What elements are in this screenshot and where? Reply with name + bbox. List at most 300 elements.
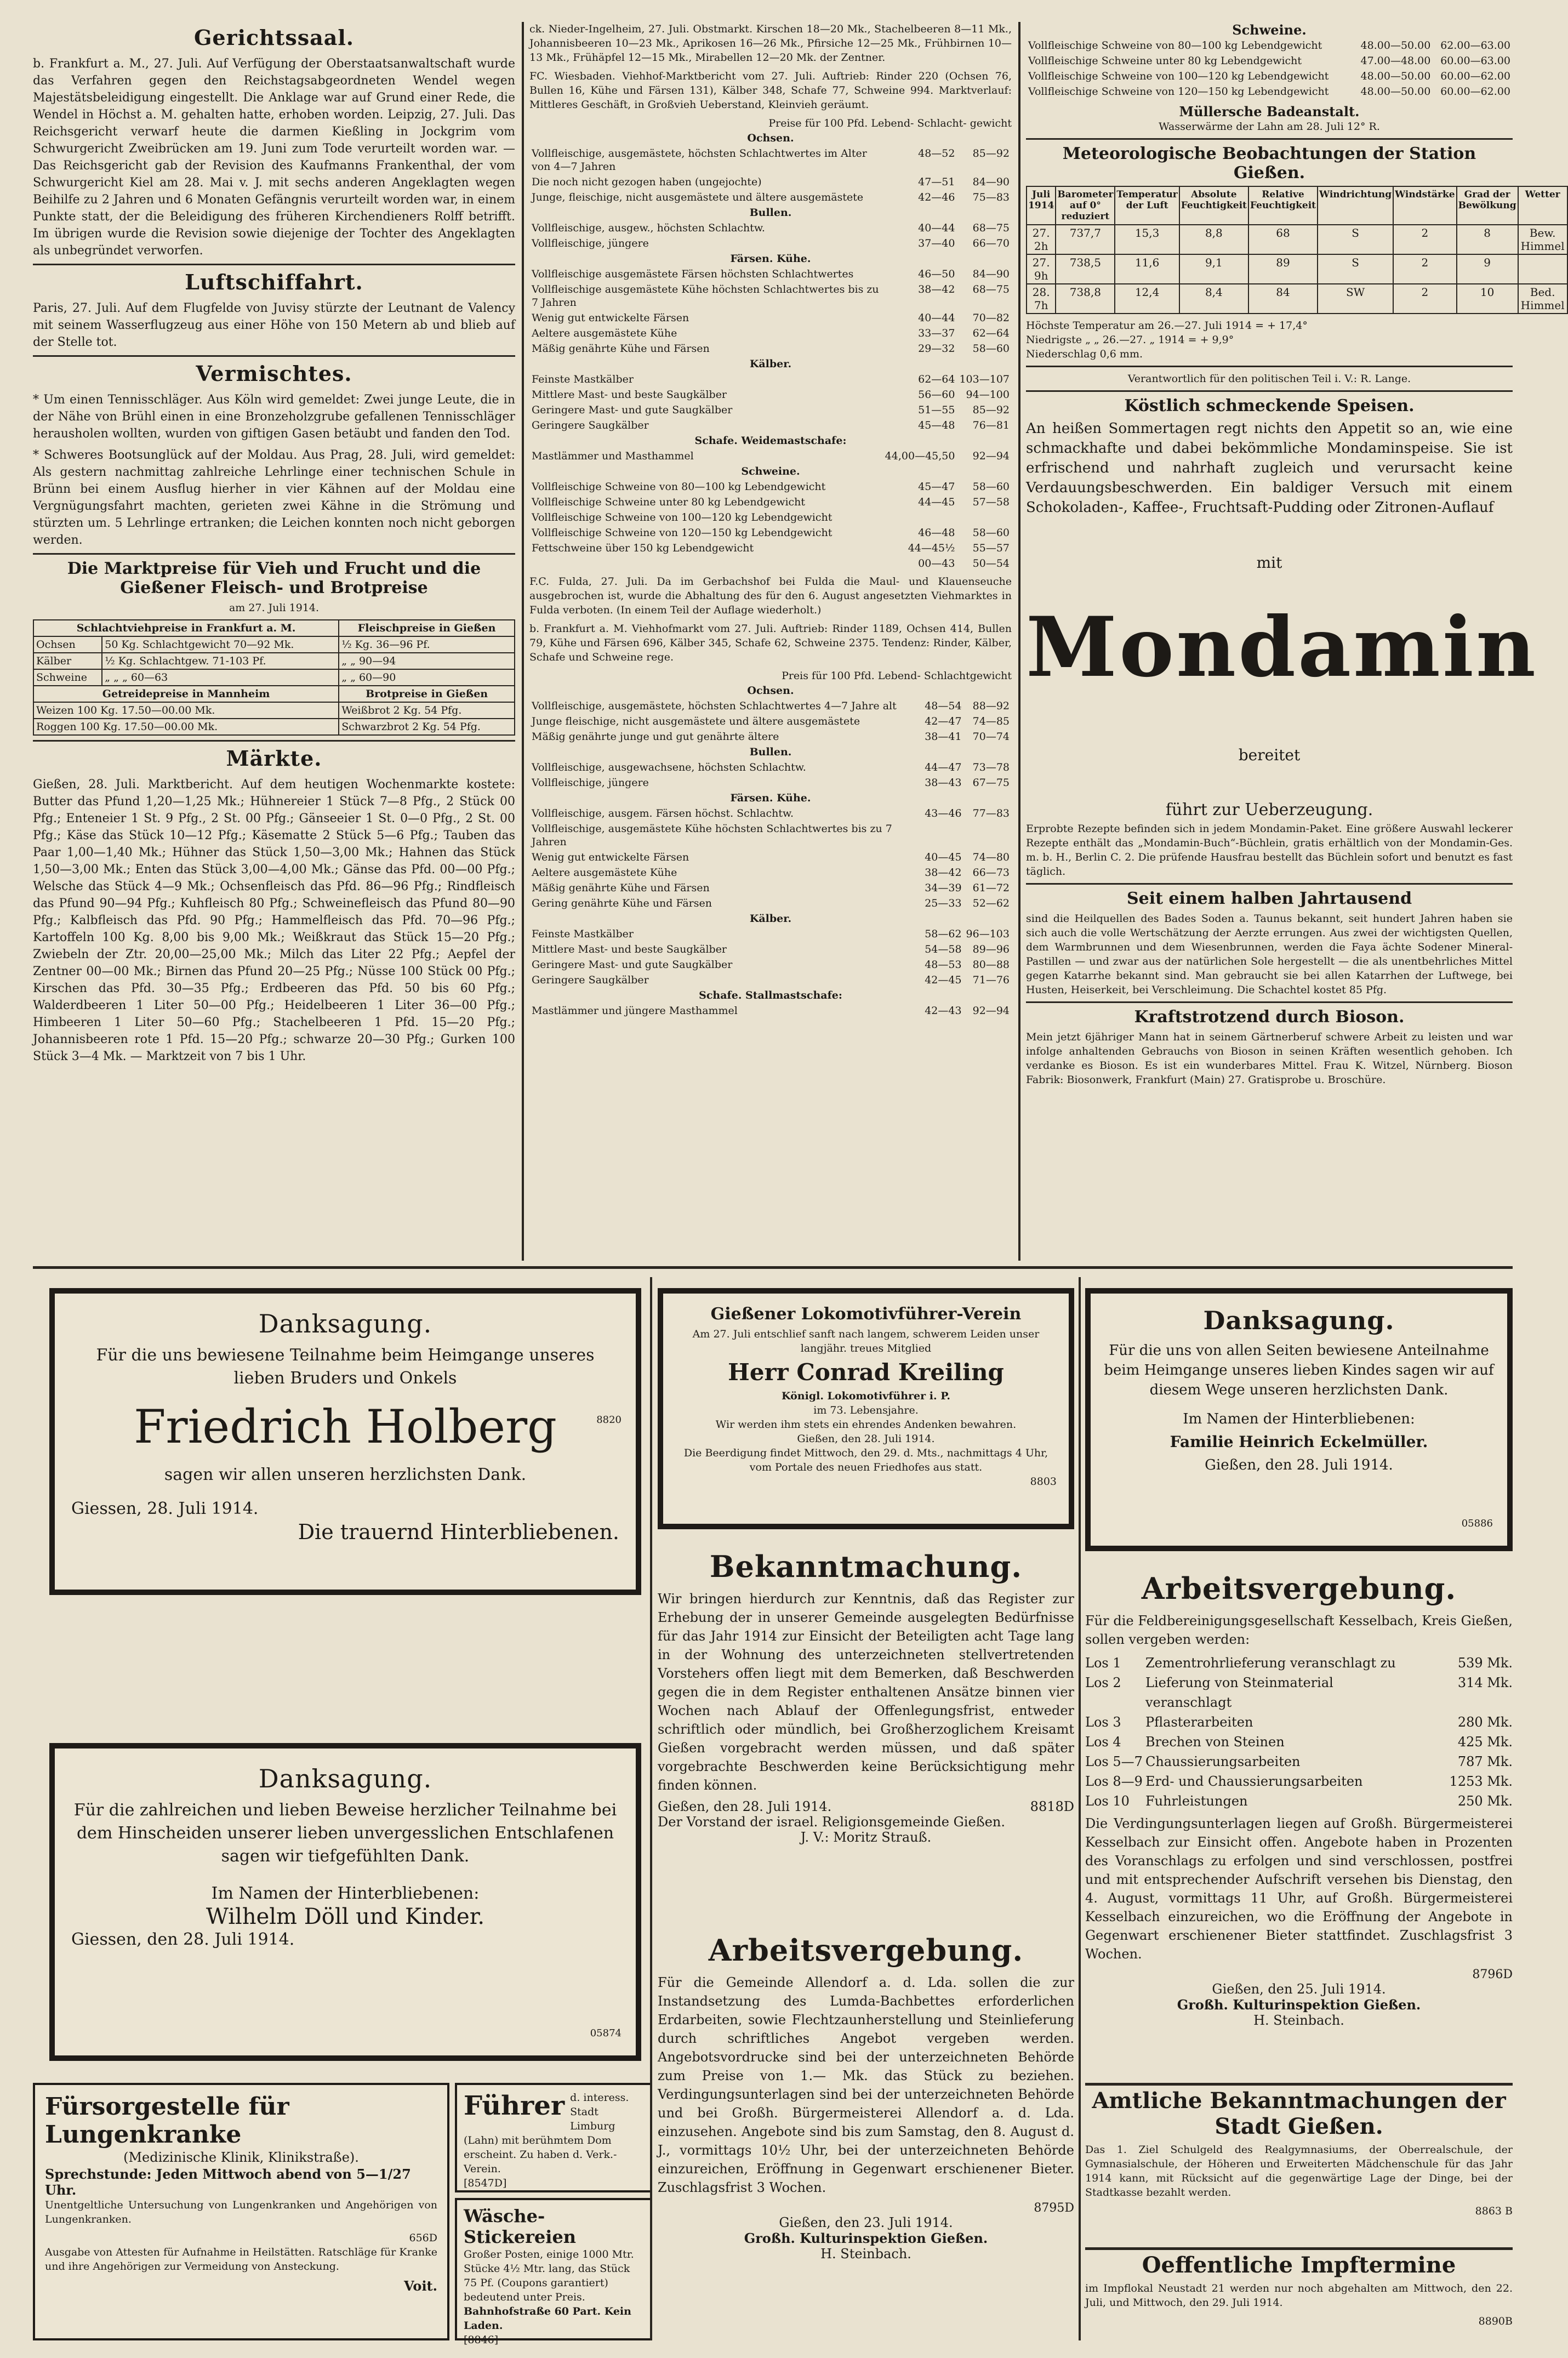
weather-note: Höchste Temperatur am 26.—27. Juli 1914 = + 17,4° — [1026, 320, 1308, 332]
bioson-text: Mein jetzt 6jähriger Mann hat in seinem Gärtnerberuf schwere Arbeit zu leisten und war infolge anhaltenden Gebrauchs von Bioson in seinen Kräften wesentlich gehoben. Ich verdanke es Bioson. Es ist ein wunderbares Mittel. Frau K. Witzel, Nürnberg. Bioson Fabrik: Biosonwerk, Frankfurt (Main) 27. Gratisprobe u. Broschüre. — [1026, 1031, 1513, 1086]
lot-value: 250 Mk. — [1457, 1793, 1513, 1809]
table-row — [529, 220, 1012, 236]
table-cell: 76—81 — [972, 419, 1010, 431]
ad-sign-name: H. Steinbach. — [1253, 2013, 1344, 2028]
table-cell: 85—92 — [972, 147, 1010, 160]
misc-text-1: * Um einen Tennisschläger. Aus Köln wird gemeldet: Zwei junge Leute, die in der Nähe von Brühl einen in eine Bronzeholzgrube gefallenen Tennisschläger herausholen wollten, wurden von giftigen Gasen betäubt und fanden den Tod. — [33, 393, 515, 441]
table-row — [529, 525, 1012, 540]
lot-value: 787 Mk. — [1457, 1754, 1513, 1769]
mondamin-logo-line — [1026, 522, 1538, 799]
table-cell: Vollfleischige, ausgewachsene, höchsten Schlachtw. — [532, 761, 806, 773]
ad-text: Für die Gemeinde Allendorf a. d. Lda. sollen die zur Instandsetzung des Lumda-Bachbettes erforderlichen Erdarbeiten, sowie Flechtzaunherstellung und Steinlieferung durch schriftliches Angebot vergeben werden. Angebotsvordrucke sind bei der unterzeichneten Behörde zum Preise von 1.— Mk. das Stück zu beziehen. Verdingungsunterlagen sind bei der unterzeichneten Behörde und bei Großh. Bürgermeisterei Allendorf a. d. Lda. einzusehen. Angebote sind bis zum Samstag, den 8. August d. J., vormittags 10½ Uhr, bei der unterzeichneten Behörde einzureichen, Eröffnung in Gegenwart erschienener Bieter. Zuschlagsfrist 3 Wochen. — [658, 1975, 1074, 2195]
column-rule — [650, 1277, 652, 2340]
column-rule — [522, 22, 524, 1261]
table-cell: Gering genährte Kühe und Färsen — [532, 897, 712, 909]
table-cell: 42—46 — [918, 191, 955, 203]
ad-eckelmueller — [1085, 1288, 1513, 1551]
newspaper-page — [33, 22, 1565, 2346]
table-row — [33, 669, 515, 686]
mondamin-sub: führt zur Ueberzeugung. — [1165, 800, 1373, 819]
table-row — [529, 556, 1012, 571]
lot-number: Los 5—7 — [1085, 1754, 1143, 1769]
table-cell: 738,5 — [1056, 254, 1115, 284]
grain-head-left: Getreidepreise in Mannheim — [33, 686, 339, 702]
table-cell: Vollfleischige, ausgemästete, höchsten Schlachtwertes 4—7 Jahre alt — [532, 700, 897, 712]
ad-name: Friedrich Holberg — [134, 1400, 557, 1454]
table-cell: 70—74 — [972, 731, 1010, 743]
table-cell: Vollfleischige, ausgemästete, höchsten Schlachtwertes im Alter von 4—7 Jahren — [532, 147, 867, 173]
table-cell: Bed. Himmel — [1518, 284, 1567, 314]
mondamin-text: An heißen Sommertagen regt nichts den Appetit so an, wie eine schmackhafte und dabei bekömmliche Mondaminspeise. Sie ist erfrischend und nahrhaft zugleich und verursacht keine Verdauungsbeschwerden. Ein baldiger Versuch mit einem Schokoladen-, Kaffee-, Fruchtsaft-Pudding oder Zitronen-Auflauf — [1026, 420, 1513, 516]
table-cell: 8,8 — [1179, 225, 1248, 254]
wiesbaden-table — [529, 130, 1012, 571]
mondamin-title: Köstlich schmeckende Speisen. — [1124, 396, 1415, 415]
bath-text: Wasserwärme der Lahn am 28. Juli 12° R. — [1159, 121, 1380, 133]
table-cell: 56—60 — [918, 389, 955, 401]
ad-title: Arbeitsvergebung. — [1141, 1571, 1457, 1606]
table-row — [33, 719, 515, 735]
table-row — [529, 760, 1012, 775]
ad-funeral: Die Beerdigung findet Mittwoch, den 29. d. Mts., nachmittags 4 Uhr, vom Portale des neuen Friedhofes aus statt. — [683, 1447, 1048, 1473]
table-cell: 37—40 — [918, 237, 955, 249]
table-cell: 15,3 — [1115, 225, 1179, 254]
table-cell: 38—41 — [925, 731, 962, 743]
table-cell: 48—54 — [925, 700, 962, 712]
ad-text: Großer Posten, einige 1000 Mtr. Stücke 4½ Mtr. lang, das Stück 75 Pf. (Coupons garantiert) bedeutend unter Preis. — [464, 2248, 634, 2303]
table-cell: 60.00—63.00 — [1440, 55, 1510, 67]
table-cell: 92—94 — [972, 450, 1010, 462]
table-cell: Vollfleischige, ausgem. Färsen höchst. Schlachtw. — [532, 807, 794, 819]
lot-description: Chaussierungsarbeiten — [1145, 1754, 1301, 1769]
ad-hours: Sprechstunde: Jeden Mittwoch abend von 5—1/27 Uhr. — [45, 2166, 411, 2198]
category-label: Kälber. — [749, 358, 792, 370]
table-cell: 92—94 — [972, 1005, 1010, 1017]
ad-sign: Der Vorstand der israel. Religionsgemeinde Gießen. — [658, 1814, 1006, 1830]
table-cell: Aeltere ausgemästete Kühe — [532, 327, 677, 339]
ad-sign-name: J. V.: Moritz Strauß. — [800, 1830, 932, 1845]
divider — [33, 355, 515, 357]
table-row — [529, 698, 1012, 714]
table-cell: 84—90 — [972, 176, 1010, 188]
table-cell: Junge, fleischige, nicht ausgemästete und ältere ausgemästete — [532, 191, 864, 203]
table-cell: 00—43 — [918, 557, 955, 569]
court-title: Gerichtssaal. — [193, 25, 355, 50]
lot-value: 1253 Mk. — [1449, 1774, 1513, 1789]
ad-lungenkranke — [33, 2083, 449, 2340]
lot-value: 280 Mk. — [1457, 1715, 1513, 1730]
table-cell: 33—37 — [918, 327, 955, 339]
ad-title: Danksagung. — [258, 1309, 432, 1339]
divider — [33, 553, 515, 555]
table-row — [1027, 284, 1567, 314]
table-row — [529, 494, 1012, 510]
table-header: Relative Feuchtigkeit — [1248, 186, 1318, 225]
court-text: b. Frankfurt a. M., 27. Juli. Auf Verfügung der Oberstaatsanwaltschaft wurde das Verfahren gegen den Reichstagsabgeordneten Wendel wegen Majestätsbeleidigung eingestellt. Die Anklage war auf Grund einer Rede, die Wendel in Höchst a. M. gehalten hatte, erhoben worden. Leipzig, 27. Juli. Das Reichsgericht verwarf heute die darmen Kießling in Jockgrim vom Schwurgericht Zweibrücken am 19. Juni zum Tode verurteilt worden war. — Das Reichsgericht gab der Revision des Kaufmanns Frankenthal, der vom Schwurgericht Kiel am 28. Mai v. J. mit sechs anderen Angeklagten wegen Beihilfe zu 2 Jahren und 6 Monaten Gefängnis verurteilt worden war, in einem Punkte statt, der die Beleidigung des früheren Kirchendieners Rolff betrifft. Im übrigen wurde die Revision sowie diejenige der Tochter des Angeklagten als unbegründet verworfen. — [33, 57, 515, 258]
ad-text: Wir bringen hierdurch zur Kenntnis, daß das Register zur Erhebung der in unserer Gemeinde ausgelegten Bedürfnisse für das Jahr 1914 zur Einsicht der Beteiligten acht Tage lang in der Wohnung des unterzeichneten stellvertretenden Vorstehers offen liegt mit dem Bemerken, daß Beschwerden gegen die in dem Register enthaltenen Ansätze binnen vier Wochen nach Ablauf der Offenlegungsfrist, entweder schriftlich oder mündlich, bei Großherzoglichem Kreisamt Gießen vorgebracht werden müssen, und daß später vorgebrachte Beschwerden keine Berücksichtigung mehr finden können. — [658, 1591, 1074, 1793]
table-cell: Aeltere ausgemästete Kühe — [532, 867, 677, 879]
table-cell: Feinste Mastkälber — [532, 373, 634, 385]
table-cell: Vollfleischige Schweine von 100—120 kg Lebendgewicht — [1028, 70, 1329, 82]
table-cell: SW — [1318, 284, 1393, 314]
table-cell: 80—88 — [972, 959, 1010, 971]
ad-place: Gießen, den 25. Juli 1914. — [1212, 1981, 1386, 1997]
table-row — [529, 880, 1012, 896]
table-cell: Mittlere Mast- und beste Saugkälber — [532, 389, 727, 401]
ad-title: Fürsorgestelle für Lungenkranke — [45, 2093, 289, 2149]
table-cell: 45—48 — [918, 419, 955, 431]
table-cell: 2 — [1393, 225, 1457, 254]
table-cell: Bew. Himmel — [1518, 225, 1567, 254]
table-cell: 9 — [1457, 254, 1518, 284]
table-cell: 48—52 — [918, 147, 955, 160]
divider — [1026, 366, 1513, 367]
table-cell: „ „ 60—90 — [339, 669, 515, 686]
column-1 — [33, 22, 515, 1261]
ad-text: Für die Feldbereinigungsgesellschaft Kesselbach, Kreis Gießen, sollen vergeben werden: — [1085, 1613, 1513, 1647]
table-cell: 34—39 — [925, 882, 962, 894]
table-cell: Roggen 100 Kg. 17.50—00.00 Mk. — [33, 719, 339, 735]
table-cell: 88—92 — [972, 700, 1010, 712]
ad-title: Führer — [464, 2091, 565, 2121]
category-label: Schweine. — [741, 465, 800, 477]
lot-number: Los 3 — [1085, 1715, 1121, 1730]
table-row — [529, 714, 1012, 729]
table-cell: Geringere Mast- und gute Saugkälber — [532, 404, 733, 416]
lot-description: Lieferung von Steinmaterial veranschlagt — [1145, 1675, 1333, 1710]
ad-sign-name: Familie Heinrich Eckelmüller. — [1170, 1433, 1428, 1451]
ad-text: Am 27. Juli entschlief sanft nach langem, schwerem Leiden unser langjähr. treues Mitglied — [692, 1328, 1040, 1354]
table-cell: 12,4 — [1115, 284, 1179, 314]
table-row — [529, 310, 1012, 326]
table-row — [529, 926, 1012, 942]
lot-row — [1085, 1772, 1513, 1791]
ad-text: im Impflokal Neustadt 21 werden nur noch abgehalten am Mittwoch, den 22. Juli, und Mittwoch, den 29. Juli 1914. — [1085, 2282, 1513, 2309]
lot-row — [1085, 1791, 1513, 1811]
misc-text-2: * Schweres Bootsunglück auf der Moldau. Aus Prag, 28. Juli, wird gemeldet: Als gestern nachmittag zahlreiche Lehrlinge einer technischen Schule in Brünn bei einem Ausflug hierher in vier Kähnen auf der Moldau eine Vergnügungsfahrt machten, gerieten zwei Kähne in die Strömung und stürzten um. 5 Lehrlinge ertranken; die Leichen konnten noch nicht geborgen werden. — [33, 448, 515, 547]
ad-place: Gießen, den 28. Juli 1914. — [797, 1433, 935, 1445]
table-cell: 60.00—62.00 — [1440, 70, 1510, 82]
table-row — [529, 821, 1012, 850]
table-cell: 89—96 — [972, 943, 1010, 955]
table-row — [529, 972, 1012, 988]
ad-fuehrer — [455, 2083, 652, 2192]
table-cell: 42—45 — [925, 974, 962, 986]
table-header: Temperatur der Luft — [1115, 186, 1179, 225]
table-cell: 44,00—45,50 — [885, 450, 955, 462]
table-row — [1027, 254, 1567, 284]
table-cell: 738,8 — [1056, 284, 1115, 314]
weather-note: Niederschlag 0,6 mm. — [1026, 348, 1143, 360]
table-cell — [957, 510, 1012, 525]
ad-code: 8890B — [1478, 2315, 1513, 2327]
table-cell: 8,4 — [1179, 284, 1248, 314]
ad-arbeit-kesselbach — [1085, 1568, 1513, 2072]
prices-table — [33, 619, 515, 736]
table-row — [529, 850, 1012, 865]
table-row — [529, 510, 1012, 525]
table-cell: 73—78 — [972, 761, 1010, 773]
table-cell: 47—51 — [918, 176, 955, 188]
lot-number: Los 8—9 — [1085, 1774, 1143, 1789]
category-label: Ochsen. — [747, 132, 794, 144]
column-2 — [529, 22, 1012, 1261]
lot-value: 425 Mk. — [1457, 1734, 1513, 1750]
ad-place: Giessen, den 28. Juli 1914. — [71, 1930, 295, 1949]
ad-text: Für die uns bewiesene Teilnahme beim Heimgange unseres lieben Bruders und Onkels — [96, 1346, 595, 1388]
table-cell: 27. 9h — [1027, 254, 1056, 284]
table-cell: Mäßig genährte Kühe und Färsen — [532, 343, 710, 355]
soden-title: Seit einem halben Jahrtausend — [1126, 889, 1412, 908]
soden-text: sind die Heilquellen des Bades Soden a. Taunus bekannt, seit hundert Jahren haben sie sich auch die volle Wertschätzung der Aerzte errungen. Aus zwei der wichtigsten Quellen, dem Warmbrunnen und dem Wiesenbrunnen, werden die Faya ächte Sodener Mineral-Pastillen — und zwar aus der natürlichen Sole hergestellt — die als unentbehrliches Mittel gegen Katarrhe bekannt sind. Man gebraucht sie bei allen Katarrhen der Luftwege, bei Husten, Heiserkeit, bei Verschleimung. Die Schachtel kostet 85 Pfg. — [1026, 913, 1513, 996]
table-cell: 10 — [1457, 284, 1518, 314]
lot-number: Los 4 — [1085, 1734, 1121, 1750]
table-row — [1026, 69, 1513, 84]
table-cell: ½ Kg. Schlachtgew. 71-103 Pf. — [102, 653, 339, 669]
table-header: Windrichtung — [1318, 186, 1393, 225]
ad-sign: Im Namen der Hinterbliebenen: — [1183, 1411, 1415, 1427]
table-cell: 9,1 — [1179, 254, 1248, 284]
mondamin-post: bereitet — [1238, 746, 1301, 764]
table-row — [529, 957, 1012, 972]
table-cell: Weizen 100 Kg. 17.50—00.00 Mk. — [33, 702, 339, 719]
table-row — [1026, 53, 1513, 69]
category-label: Bullen. — [749, 746, 792, 758]
ad-place: Giessen, 28. Juli 1914. — [71, 1499, 259, 1518]
table-row — [529, 387, 1012, 402]
table-cell: Vollfleischige Schweine von 80—100 kg Lebendgewicht — [532, 481, 826, 493]
ad-lokomotiv — [658, 1288, 1074, 1529]
table-cell: 68—75 — [972, 222, 1010, 234]
ad-text: Für die zahlreichen und lieben Beweise herzlicher Teilnahme bei dem Hinscheiden unserer lieben unvergesslichen Entschlafenen sagen wir tiefgefühlten Dank. — [73, 1801, 617, 1866]
table-header: Windstärke — [1393, 186, 1457, 225]
ad-sign-name: H. Steinbach. — [820, 2246, 911, 2262]
lot-description: Zementrohrlieferung veranschlagt zu — [1145, 1655, 1396, 1671]
ad-code: 8796D — [1472, 1968, 1513, 1981]
table-cell: 45—47 — [918, 481, 955, 493]
divider — [1026, 138, 1513, 140]
ad-sign: Die trauernd Hinterbliebenen. — [298, 1520, 619, 1544]
table-row — [529, 326, 1012, 341]
table-row — [529, 540, 1012, 556]
frankfurt-table-head: Preis für 100 Pfd. Lebend- Schlachtgewicht — [782, 670, 1012, 682]
table-cell: Die noch nicht gezogen haben (ungejochte) — [532, 176, 762, 188]
table-cell: 47.00—48.00 — [1360, 55, 1431, 67]
table-row — [529, 729, 1012, 744]
table-row — [529, 341, 1012, 356]
ad-waesche — [455, 2198, 652, 2346]
table-row — [33, 636, 515, 653]
weather-note: Niedrigste „ „ 26.—27. „ 1914 = + 9,9° — [1026, 334, 1234, 346]
air-title: Luftschiffahrt. — [185, 270, 363, 294]
table-cell: Vollfleischige, jüngere — [532, 777, 649, 789]
table-cell: „ „ „ 60—63 — [102, 669, 339, 686]
table-cell: Geringere Saugkälber — [532, 419, 649, 431]
table-cell: 58—60 — [972, 481, 1010, 493]
category-label: Färsen. Kühe. — [730, 253, 811, 265]
table-cell: Vollfleischige, ausgemästete Kühe höchsten Schlachtwertes bis zu 7 Jahren — [532, 823, 892, 848]
ad-title: Wäsche-Stickereien — [464, 2206, 577, 2247]
ad-arbeit-allendorf — [658, 1929, 1074, 2340]
ad-text: Die Verdingungsunterlagen liegen auf Großh. Bürgermeisterei Kesselbach zur Einsicht offen. Angebote haben in Prozenten des Voranschlags zu erfolgen und sind verschlossen, postfrei und mit entsprechender Aufschrift versehen bis Dienstag, den 4. August, vormittags 11 Uhr, auf Großh. Bürgermeisterei Kesselbach einzureichen, wo die Eröffnung der Angebote in Gegenwart erschienener Bieter stattfindet. Zuschlagsfrist 3 Wochen. — [1085, 1816, 1513, 1962]
lot-description: Brechen von Steinen — [1145, 1734, 1285, 1750]
table-cell — [529, 556, 883, 571]
table-row — [529, 806, 1012, 821]
table-cell: 60.00—62.00 — [1440, 86, 1510, 98]
misc-title: Vermischtes. — [196, 361, 352, 386]
category-label: Bullen. — [749, 207, 792, 219]
table-cell: Ochsen — [33, 636, 102, 653]
ad-bekanntmachung — [658, 1546, 1074, 1918]
table-cell: 2 — [1393, 254, 1457, 284]
table-cell: 96—103 — [966, 928, 1010, 940]
divider — [33, 740, 515, 742]
lot-value: 314 Mk. — [1457, 1675, 1513, 1690]
table-header: Grad der Bewölkung — [1457, 186, 1518, 225]
table-cell: Vollfleischige ausgemästete Färsen höchsten Schlachtwertes — [532, 268, 854, 280]
mondamin-pre: mit — [1256, 554, 1282, 572]
table-row — [529, 1003, 1012, 1018]
ad-text: d. interess. Stadt Limburg (Lahn) mit berühmtem Dom erscheint. Zu haben d. Verk.-Verein. — [464, 2092, 629, 2175]
table-header: Barometer auf 0° reduziert — [1056, 186, 1115, 225]
table-row — [33, 653, 515, 669]
ad-sign: Voit. — [404, 2278, 437, 2294]
ad-holberg — [49, 1288, 641, 1595]
table-cell: Mittlere Mast- und beste Saugkälber — [532, 943, 727, 955]
section-rule — [33, 1266, 1513, 1269]
ad-title: Danksagung. — [1203, 1306, 1395, 1335]
table-row — [529, 865, 1012, 880]
ad-code: [8547D] — [464, 2177, 507, 2189]
nieder-text: ck. Nieder-Ingelheim, 27. Juli. Obstmarkt. Kirschen 18—20 Mk., Stachelbeeren 8—11 Mk., Johannisbeeren 10—23 Mk., Aprikosen 16—26 Mk., Pfirsiche 12—25 Mk., Frühbirnen 10—13 Mk., Frühäpfel 12—15 Mk., Mirabellen 12—20 Mk. der Zentner. — [529, 23, 1012, 64]
prices-title: Die Marktpreise für Vieh und Frucht und die Gießener Fleisch- und Brotpreise — [67, 559, 481, 597]
table-cell: 75—83 — [972, 191, 1010, 203]
table-row — [529, 190, 1012, 205]
category-label: Ochsen. — [747, 685, 794, 697]
table-row — [1027, 225, 1567, 254]
weather-table — [1026, 186, 1568, 314]
table-cell: 8 — [1457, 225, 1518, 254]
table-cell: 29—32 — [918, 343, 955, 355]
frankfurt-text: b. Frankfurt a. M. Viehhofmarkt vom 27. Juli. Auftrieb: Rinder 1189, Ochsen 414, Bullen 79, Kühe und Färsen 696, Kälber 345, Schafe 62, Schweine 2375. Tendenz: Rinder, Kälber, Schafe und Schweine rege. — [529, 623, 1012, 663]
column-3 — [1026, 22, 1565, 1261]
ad-memory: Wir werden ihm stets ein ehrendes Andenken bewahren. — [715, 1419, 1017, 1431]
frankfurt-table — [529, 683, 1012, 1018]
table-cell: 74—80 — [972, 851, 1010, 863]
table-cell: 84 — [1248, 284, 1318, 314]
table-cell: Vollfleischige, jüngere — [532, 237, 649, 249]
table-row — [529, 479, 1012, 494]
fulda-text: F.C. Fulda, 27. Juli. Da im Gerbachshof bei Fulda die Maul- und Klauenseuche ausgebrochen ist, wurde die Abhaltung des für den 6. August angesetzten Viehmarktes in Fulda verboten. (In einem Teil der Auflage wiederholt.) — [529, 576, 1012, 616]
ad-amtlich — [1085, 2083, 1513, 2245]
pigs-title: Schweine. — [1232, 22, 1307, 38]
table-cell: 40—45 — [925, 851, 962, 863]
ad-code: 8795D — [1034, 2201, 1074, 2215]
divider — [1026, 390, 1513, 392]
table-row — [529, 174, 1012, 190]
table-row — [529, 896, 1012, 911]
markets-title: Märkte. — [226, 746, 322, 771]
ad-title: Danksagung. — [258, 1764, 432, 1793]
category-label: Kälber. — [749, 913, 792, 925]
table-cell: Vollfleischige Schweine von 120—150 kg Lebendgewicht — [1028, 86, 1329, 98]
table-cell — [964, 821, 1012, 850]
ad-sign-name: Wilhelm Döll und Kinder. — [206, 1904, 485, 1929]
table-cell: Schwarzbrot 2 Kg. 54 Pfg. — [339, 719, 515, 735]
pigs-table — [1026, 38, 1513, 99]
table-cell: ½ Kg. 36—96 Pf. — [339, 636, 515, 653]
lot-number: Los 1 — [1085, 1655, 1121, 1671]
table-cell: 85—92 — [972, 404, 1010, 416]
divider — [1026, 883, 1513, 885]
wiesbaden-text: FC. Wiesbaden. Viehhof-Marktbericht vom 27. Juli. Auftrieb: Rinder 220 (Ochsen 76, Bullen 16, Kühe und Färsen 131), Kälber 348, Schafe 77, Schweine 994. Marktverlauf: Mittleres Geschäft, in Großvieh Ueberstand, Kleinvieh geräumt. — [529, 70, 1012, 111]
lot-number: Los 2 — [1085, 1675, 1121, 1690]
ad-text: Unentgeltliche Untersuchung von Lungenkranken und Angehörigen von Lungenkranken. — [45, 2199, 437, 2225]
markets-text: Gießen, 28. Juli. Marktbericht. Auf dem heutigen Wochenmarkte kostete: Butter das Pfund 1,20—1,25 Mk.; Hühnereier 1 Stück 7—8 Pfg., 2 Stück 00 Pfg.; Enteneier 1 St. 9 Pfg., 2 St. 00 Pfg.; Gänseeier 1 St. 0—0 Pfg., 2 St. 00 Pfg.; Käse das Stück 10—12 Pfg.; Käsematte 2 Stück 5—6 Pfg.; Tauben das Paar 1,00—1,40 Mk.; Hühner das Stück 1,50—3,00 Mk.; Hahnen das Stück 1,50—3,00 Mk.; Enten das Stück 3,00—4,00 Mk.; Gänse das Pfd. 00—00 Pfg.; Welsche das Stück 4—9 Mk.; Ochsenfleisch das Pfd. 86—96 Pfg.; Rindfleisch das Pfund 90—94 Pfg.; Kuhfleisch 80 Pfg.; Schweinefleisch das Pfund 80—90 Pfg.; Kalbfleisch das Pfd. 90 Pfg.; Hammelfleisch das Pfd. 70—96 Pfg.; Kartoffeln 100 Kg. 8,00 bis 9,00 Mk.; Weißkraut das Stück 15—20 Pfg.; Zwiebeln der Ztr. 20,00—25,00 Mk.; Milch das Liter 22 Pfg.; Aepfel der Zentner 00—00 Mk.; Birnen das Pfund 20—25 Pfg.; Nüsse 100 Stück 00 Pfg.; Kirschen das Pfd. 30—35 Pfg.; Erdbeeren das Pfd. 50 bis 60 Pfg.; Walderdbeeren 1 Liter 50—00 Pfg.; Heidelbeeren 1 Liter 36—00 Pfg.; Himbeeren 1 Liter 50—60 Pfg.; Stachelbeeren 1 Pfd. 15—20 Pfg.; Johannisbeeren rote 1 Pfd. 15—20 Pfg.; schwarze 20—30 Pfg.; Gurken 100 Stück 3—4 Mk. — Marktzeit von 7 bis 1 Uhr. — [33, 778, 515, 1063]
bioson-title: Kraftstrotzend durch Bioson. — [1134, 1007, 1405, 1027]
ad-place: Gießen, den 28. Juli 1914. — [1205, 1457, 1393, 1473]
lot-row — [1085, 1712, 1513, 1732]
table-cell: Geringere Mast- und gute Saugkälber — [532, 959, 733, 971]
table-row — [529, 146, 1012, 174]
lot-description: Fuhrleistungen — [1145, 1793, 1248, 1809]
table-cell: 70—82 — [972, 312, 1010, 324]
ad-title: Gießener Lokomotivführer-Verein — [710, 1305, 1022, 1324]
table-row — [529, 236, 1012, 251]
table-cell: 38—43 — [925, 777, 962, 789]
table-cell — [883, 510, 957, 525]
editor-line: Verantwortlich für den politischen Teil i. V.: R. Lange. — [1127, 373, 1411, 385]
ad-code: 05874 — [590, 2027, 622, 2039]
table-row — [1026, 84, 1513, 99]
table-cell: 40—44 — [918, 222, 955, 234]
table-cell: 62—64 — [918, 373, 955, 385]
table-cell: 42—43 — [925, 1005, 962, 1017]
ad-title: Amtliche Bekanntmachungen der Stadt Gießen. — [1092, 2088, 1506, 2139]
table-cell: 50 Kg. Schlachtgewicht 70—92 Mk. — [102, 636, 339, 653]
ad-code: 8820 — [596, 1414, 622, 1426]
grain-head-right: Brotpreise in Gießen — [339, 686, 515, 702]
table-cell: 68—75 — [972, 283, 1010, 295]
table-cell: Mäßig genährte Kühe und Färsen — [532, 882, 710, 894]
table-row — [529, 372, 1012, 387]
table-cell: Wenig gut entwickelte Färsen — [532, 851, 689, 863]
table-cell: 51—55 — [918, 404, 955, 416]
table-cell: 44—45½ — [908, 542, 955, 554]
ad-sign: Großh. Kulturinspektion Gießen. — [1177, 1997, 1421, 2013]
table-cell: 68 — [1248, 225, 1318, 254]
table-cell: Wenig gut entwickelte Färsen — [532, 312, 689, 324]
table-cell: Vollfleischige, ausgew., höchsten Schlachtw. — [532, 222, 765, 234]
table-cell: Mastlämmer und Masthammel — [532, 450, 694, 462]
table-cell: 43—46 — [925, 807, 962, 819]
ad-title: Arbeitsvergebung. — [708, 1933, 1024, 1968]
table-row — [529, 448, 1012, 464]
table-cell: Mäßig genährte junge und gut genährte ältere — [532, 731, 779, 743]
table-cell: 28. 7h — [1027, 284, 1056, 314]
table-row — [529, 775, 1012, 790]
lot-row — [1085, 1653, 1513, 1673]
category-label: Schafe. Weidemastschafe: — [694, 435, 847, 447]
lot-description: Erd- und Chaussierungsarbeiten — [1145, 1774, 1363, 1789]
table-cell: Mastlämmer und jüngere Masthammel — [532, 1005, 738, 1017]
table-cell: 27. 2h — [1027, 225, 1056, 254]
ad-code: [8846] — [464, 2334, 499, 2346]
table-cell: 52—62 — [972, 897, 1010, 909]
ad-place: Gießen, den 28. Juli 1914. — [658, 1799, 832, 1814]
table-cell: „ „ 90—94 — [339, 653, 515, 669]
category-label: Färsen. Kühe. — [730, 792, 811, 804]
ad-role: Königl. Lokomotivführer i. P. — [782, 1390, 950, 1402]
